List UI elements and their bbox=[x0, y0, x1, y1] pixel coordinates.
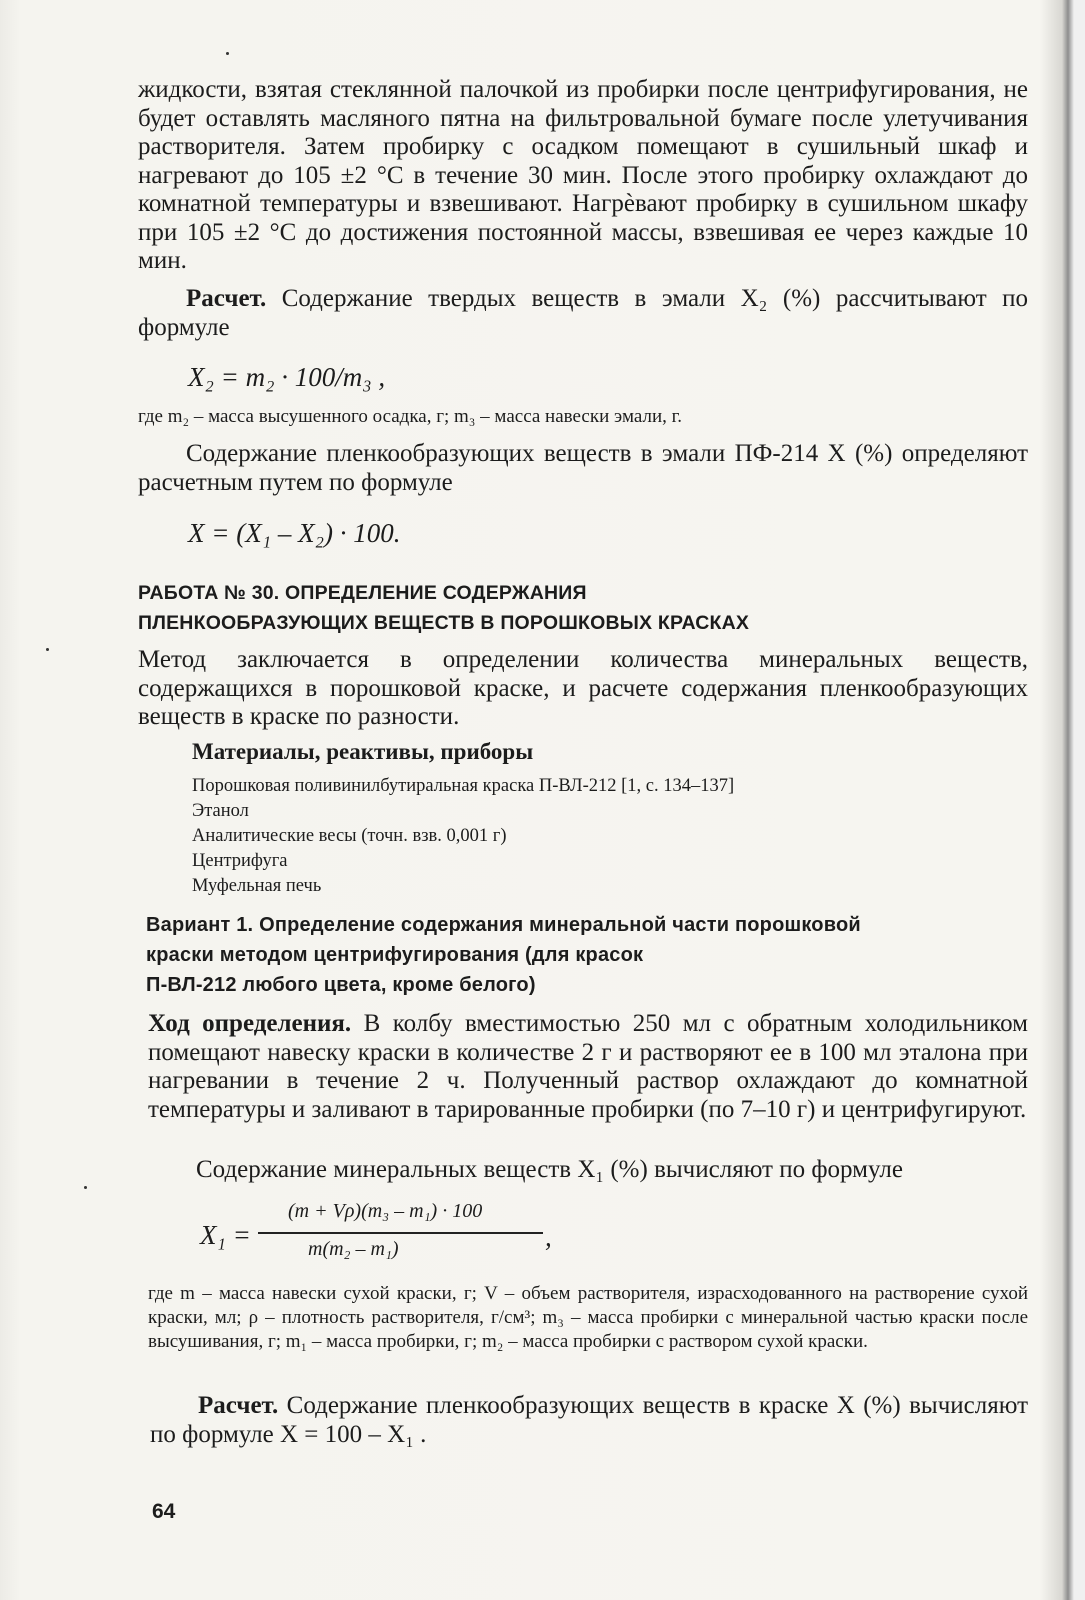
fraction-bar bbox=[258, 1232, 543, 1234]
film-former-paragraph bbox=[138, 440, 1028, 497]
body-text: Содержание пленкообразующих веществ в эмали ПФ-214 X (%) определяют расчетным путем по формуле bbox=[138, 440, 1028, 496]
formula-x1-lhs: X₁ = bbox=[200, 1220, 251, 1250]
formula-legend bbox=[138, 405, 1028, 429]
formula-x2: X₂ = m₂ · 100/m₃ , bbox=[188, 362, 386, 392]
procedure-text: В колбу вместимостью 250 мл с обратным холодильником помещают навеску краски в количестве 2 г и растворяют ее в 100 мл эталона при нагревании в течение 2 ч. Полученный раствор охлаждают до комнатной температуры и заливают в тарированные пробирки (по 7–10 г) и центрифугируют. bbox=[148, 1010, 1028, 1123]
variant-heading bbox=[146, 910, 1036, 1000]
list-item: Порошковая поливинилбутиральная краска П-ВЛ-212 [1, с. 134–137] bbox=[192, 776, 735, 796]
legend-text: где m₂ – масса высушенного осадка, г; m₃ – масса навески эмали, г. bbox=[138, 406, 683, 427]
calc-label: Расчет. bbox=[198, 1392, 279, 1419]
legend-text: где m – масса навески сухой краски, г; V – объем растворителя, израсходованного на растворение сухой краски, мл; ρ – плотность растворителя, г/см³; m₃ – масса пробирки с минеральной частью краски после высушивания, г; m₁ – масса пробирки, г; m₂ – масса пробирки с раствором сухой краски. bbox=[148, 1283, 1028, 1352]
paragraph-continuation bbox=[138, 76, 1028, 276]
list-item: Центрифуга bbox=[192, 851, 288, 871]
speck bbox=[84, 1186, 87, 1189]
materials-section bbox=[192, 738, 1012, 899]
work-title-line: РАБОТА № 30. ОПРЕДЕЛЕНИЕ СОДЕРЖАНИЯ bbox=[138, 582, 587, 604]
formula-x: X = (X₁ – X₂) · 100. bbox=[188, 518, 401, 548]
fraction-numerator: (m + Vρ)(m₃ – m₁) · 100 bbox=[288, 1200, 483, 1222]
work-heading bbox=[138, 578, 1028, 638]
speck bbox=[46, 648, 49, 651]
calc-text: Содержание твердых веществ в эмали X₂ (%) рассчитывают по формуле bbox=[138, 285, 1028, 341]
mineral-content-paragraph bbox=[148, 1156, 1028, 1185]
variant-title-line: краски методом центрифугирования (для красок bbox=[146, 944, 644, 966]
body-text: жидкости, взятая стеклянной палочкой из пробирки после центрифугирования, не будет оставлять масляного пятна на фильтровальной бумаге после улетучивания растворителя. Затем пробирку с осадком помещают в сушильный шкаф и нагревают до 105 ±2 °С в течение 30 мин. После этого пробирку охлаждают до комнатной температуры и взвешивают. Нагрèвают пробирку в сушильном шкафу при 105 ±2 °С до достижения постоянной массы, взвешивая ее через каждые 10 мин. bbox=[138, 76, 1028, 274]
procedure-paragraph bbox=[148, 1010, 1028, 1124]
calculation-paragraph bbox=[138, 285, 1028, 342]
calc-label: Расчет. bbox=[186, 285, 267, 312]
list-item: Этанол bbox=[192, 801, 249, 821]
materials-list bbox=[192, 774, 1012, 899]
body-text: Содержание минеральных веществ X₁ (%) вычисляют по формуле bbox=[196, 1156, 903, 1183]
procedure-label: Ход определения. bbox=[148, 1010, 352, 1037]
formula-x1-fraction bbox=[258, 1200, 558, 1280]
formula-legend bbox=[148, 1282, 1028, 1354]
list-item: Аналитические весы (точн. взв. 0,001 г) bbox=[192, 826, 507, 846]
fraction-denominator: m(m₂ – m₁) bbox=[308, 1238, 399, 1260]
list-item: Муфельная печь bbox=[192, 876, 322, 896]
variant-title-line: Вариант 1. Определение содержания минеральной части порошковой bbox=[146, 914, 861, 936]
formula-x1-tail: , bbox=[545, 1222, 552, 1252]
calc-text: Содержание пленкообразующих веществ в краске X (%) вычисляют по формуле X = 100 – X₁ . bbox=[150, 1392, 1028, 1448]
method-paragraph bbox=[138, 646, 1028, 732]
variant-title-line: П-ВЛ-212 любого цвета, кроме белого) bbox=[146, 974, 536, 996]
calculation-paragraph bbox=[150, 1392, 1028, 1449]
work-title-line: ПЛЕНКООБРАЗУЮЩИХ ВЕЩЕСТВ В ПОРОШКОВЫХ КРАСКАХ bbox=[138, 612, 750, 634]
page-number: 64 bbox=[152, 1500, 176, 1523]
speck bbox=[226, 52, 229, 55]
materials-title: Материалы, реактивы, приборы bbox=[192, 739, 534, 764]
body-text: Метод заключается в определении количества минеральных веществ, содержащихся в порошковой краске, и расчете содержания пленкообразующих веществ в краске по разности. bbox=[138, 646, 1028, 730]
